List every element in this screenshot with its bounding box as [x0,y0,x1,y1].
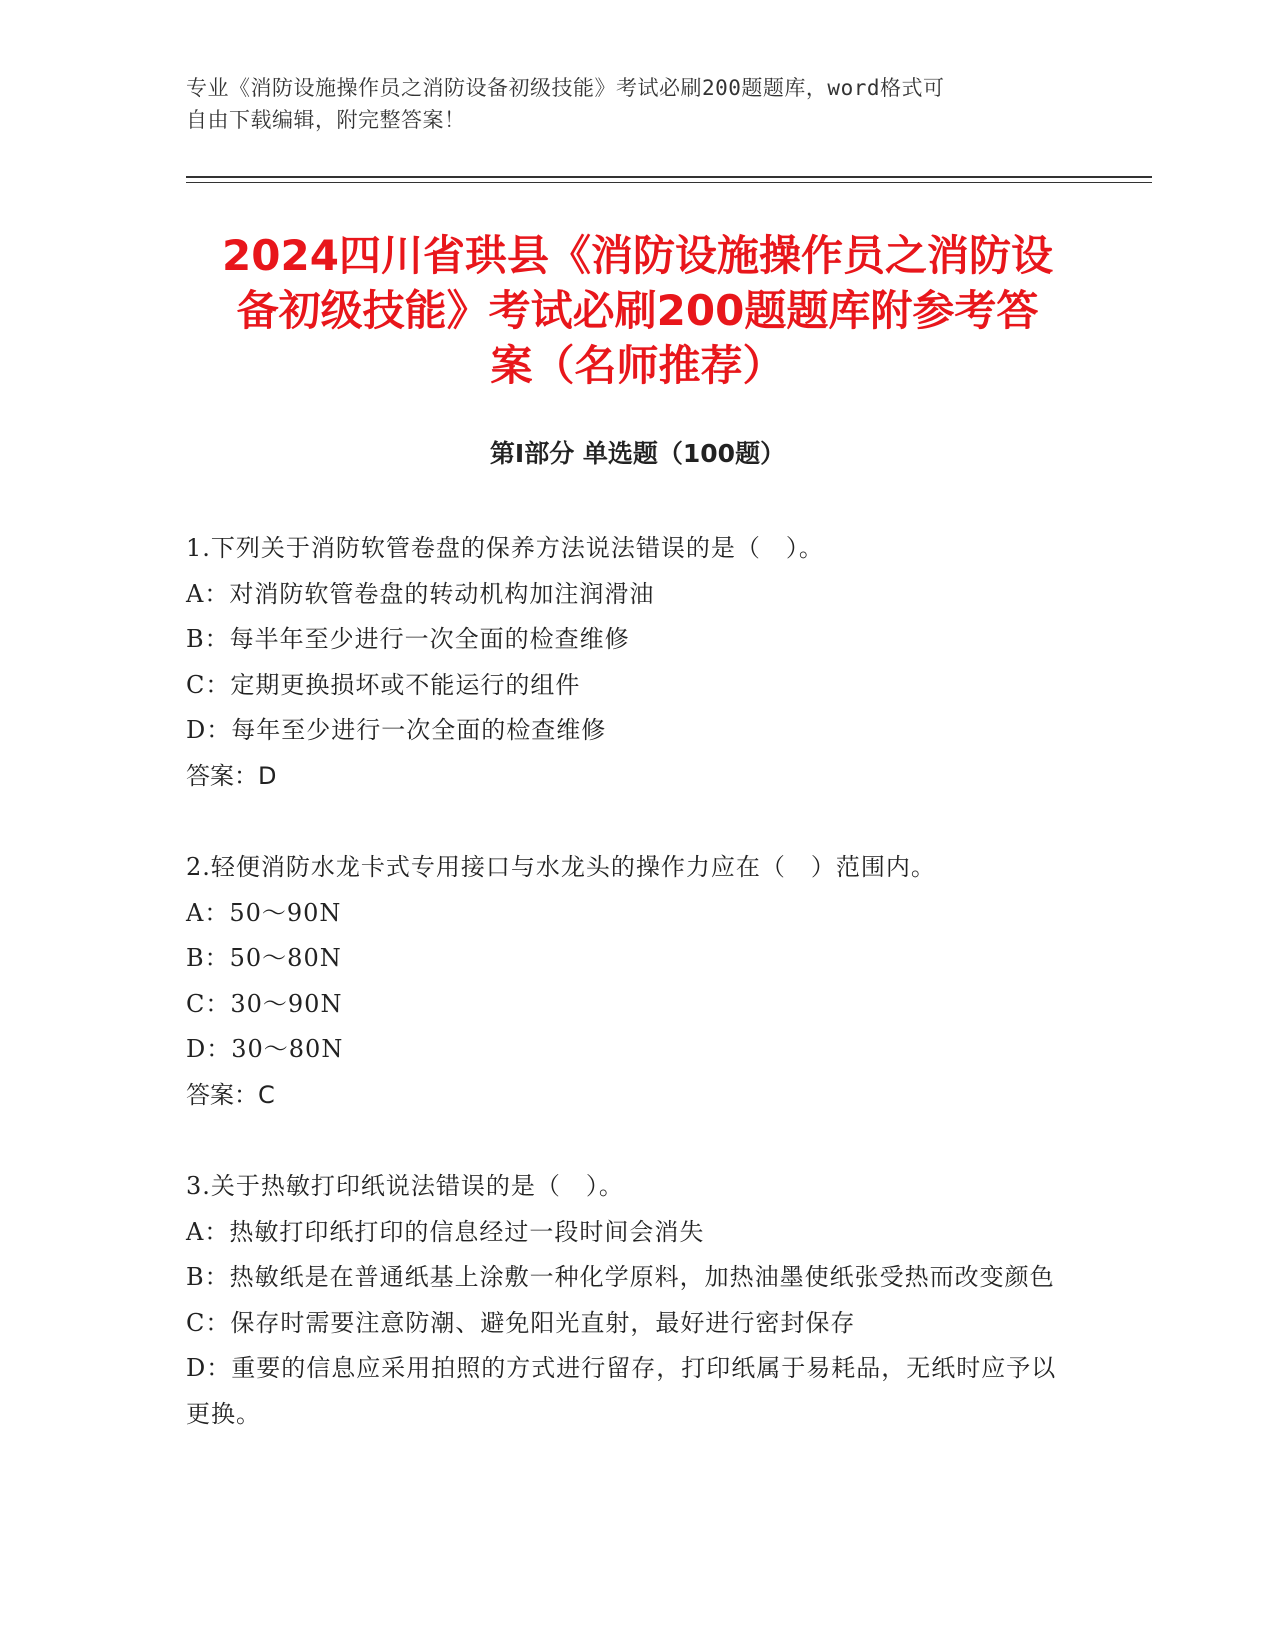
answer-label: 答案：C [186,1080,275,1109]
header-divider-thick [186,176,1152,178]
header-note [186,72,1086,136]
option-b: B：50～80N [186,944,342,972]
question-stem: 2.轻便消防水龙卡式专用接口与水龙头的操作力应在（ ）范围内。 [186,853,936,881]
option-c: C：30～90N [186,989,343,1018]
document-title [150,228,1125,393]
question-stem: 3.关于热敏打印纸说法错误的是（ ）。 [186,1172,624,1200]
header-divider-thin [186,182,1152,183]
title-line-1: 2024四川省珙县《消防设施操作员之消防设 [222,231,1053,280]
question-1 [186,526,1086,799]
option-d: D：重要的信息应采用拍照的方式进行留存，打印纸属于易耗品，无纸时应予以更换。 [186,1354,1057,1428]
option-a: A：对消防软管卷盘的转动机构加注润滑油 [186,579,655,608]
answer-label: 答案：D [186,761,277,790]
option-b: B：热敏纸是在普通纸基上涂敷一种化学原料，加热油墨使纸张受热而改变颜色 [186,1263,1055,1291]
option-c: C：定期更换损坏或不能运行的组件 [186,670,581,699]
option-c: C：保存时需要注意防潮、避免阳光直射，最好进行密封保存 [186,1308,856,1337]
header-note-line-2: 自由下载编辑，附完整答案！ [186,108,466,132]
option-d: D：30～80N [186,1035,344,1063]
title-line-2: 备初级技能》考试必刷200题题库附参考答 [236,286,1039,335]
question-list [186,526,1086,1483]
option-a: A：热敏打印纸打印的信息经过一段时间会消失 [186,1217,705,1246]
title-line-3: 案（名师推荐） [490,341,785,390]
question-stem: 1.下列关于消防软管卷盘的保养方法说法错误的是（ ）。 [186,534,824,562]
question-3 [186,1164,1086,1437]
question-2 [186,845,1086,1118]
option-d: D：每年至少进行一次全面的检查维修 [186,716,607,744]
section-heading: 第Ⅰ部分 单选题（100题） [489,439,786,468]
option-a: A：50～90N [186,898,342,927]
option-b: B：每半年至少进行一次全面的检查维修 [186,625,630,653]
header-note-line-1: 专业《消防设施操作员之消防设备初级技能》考试必刷200题题库，word格式可 [186,76,945,100]
